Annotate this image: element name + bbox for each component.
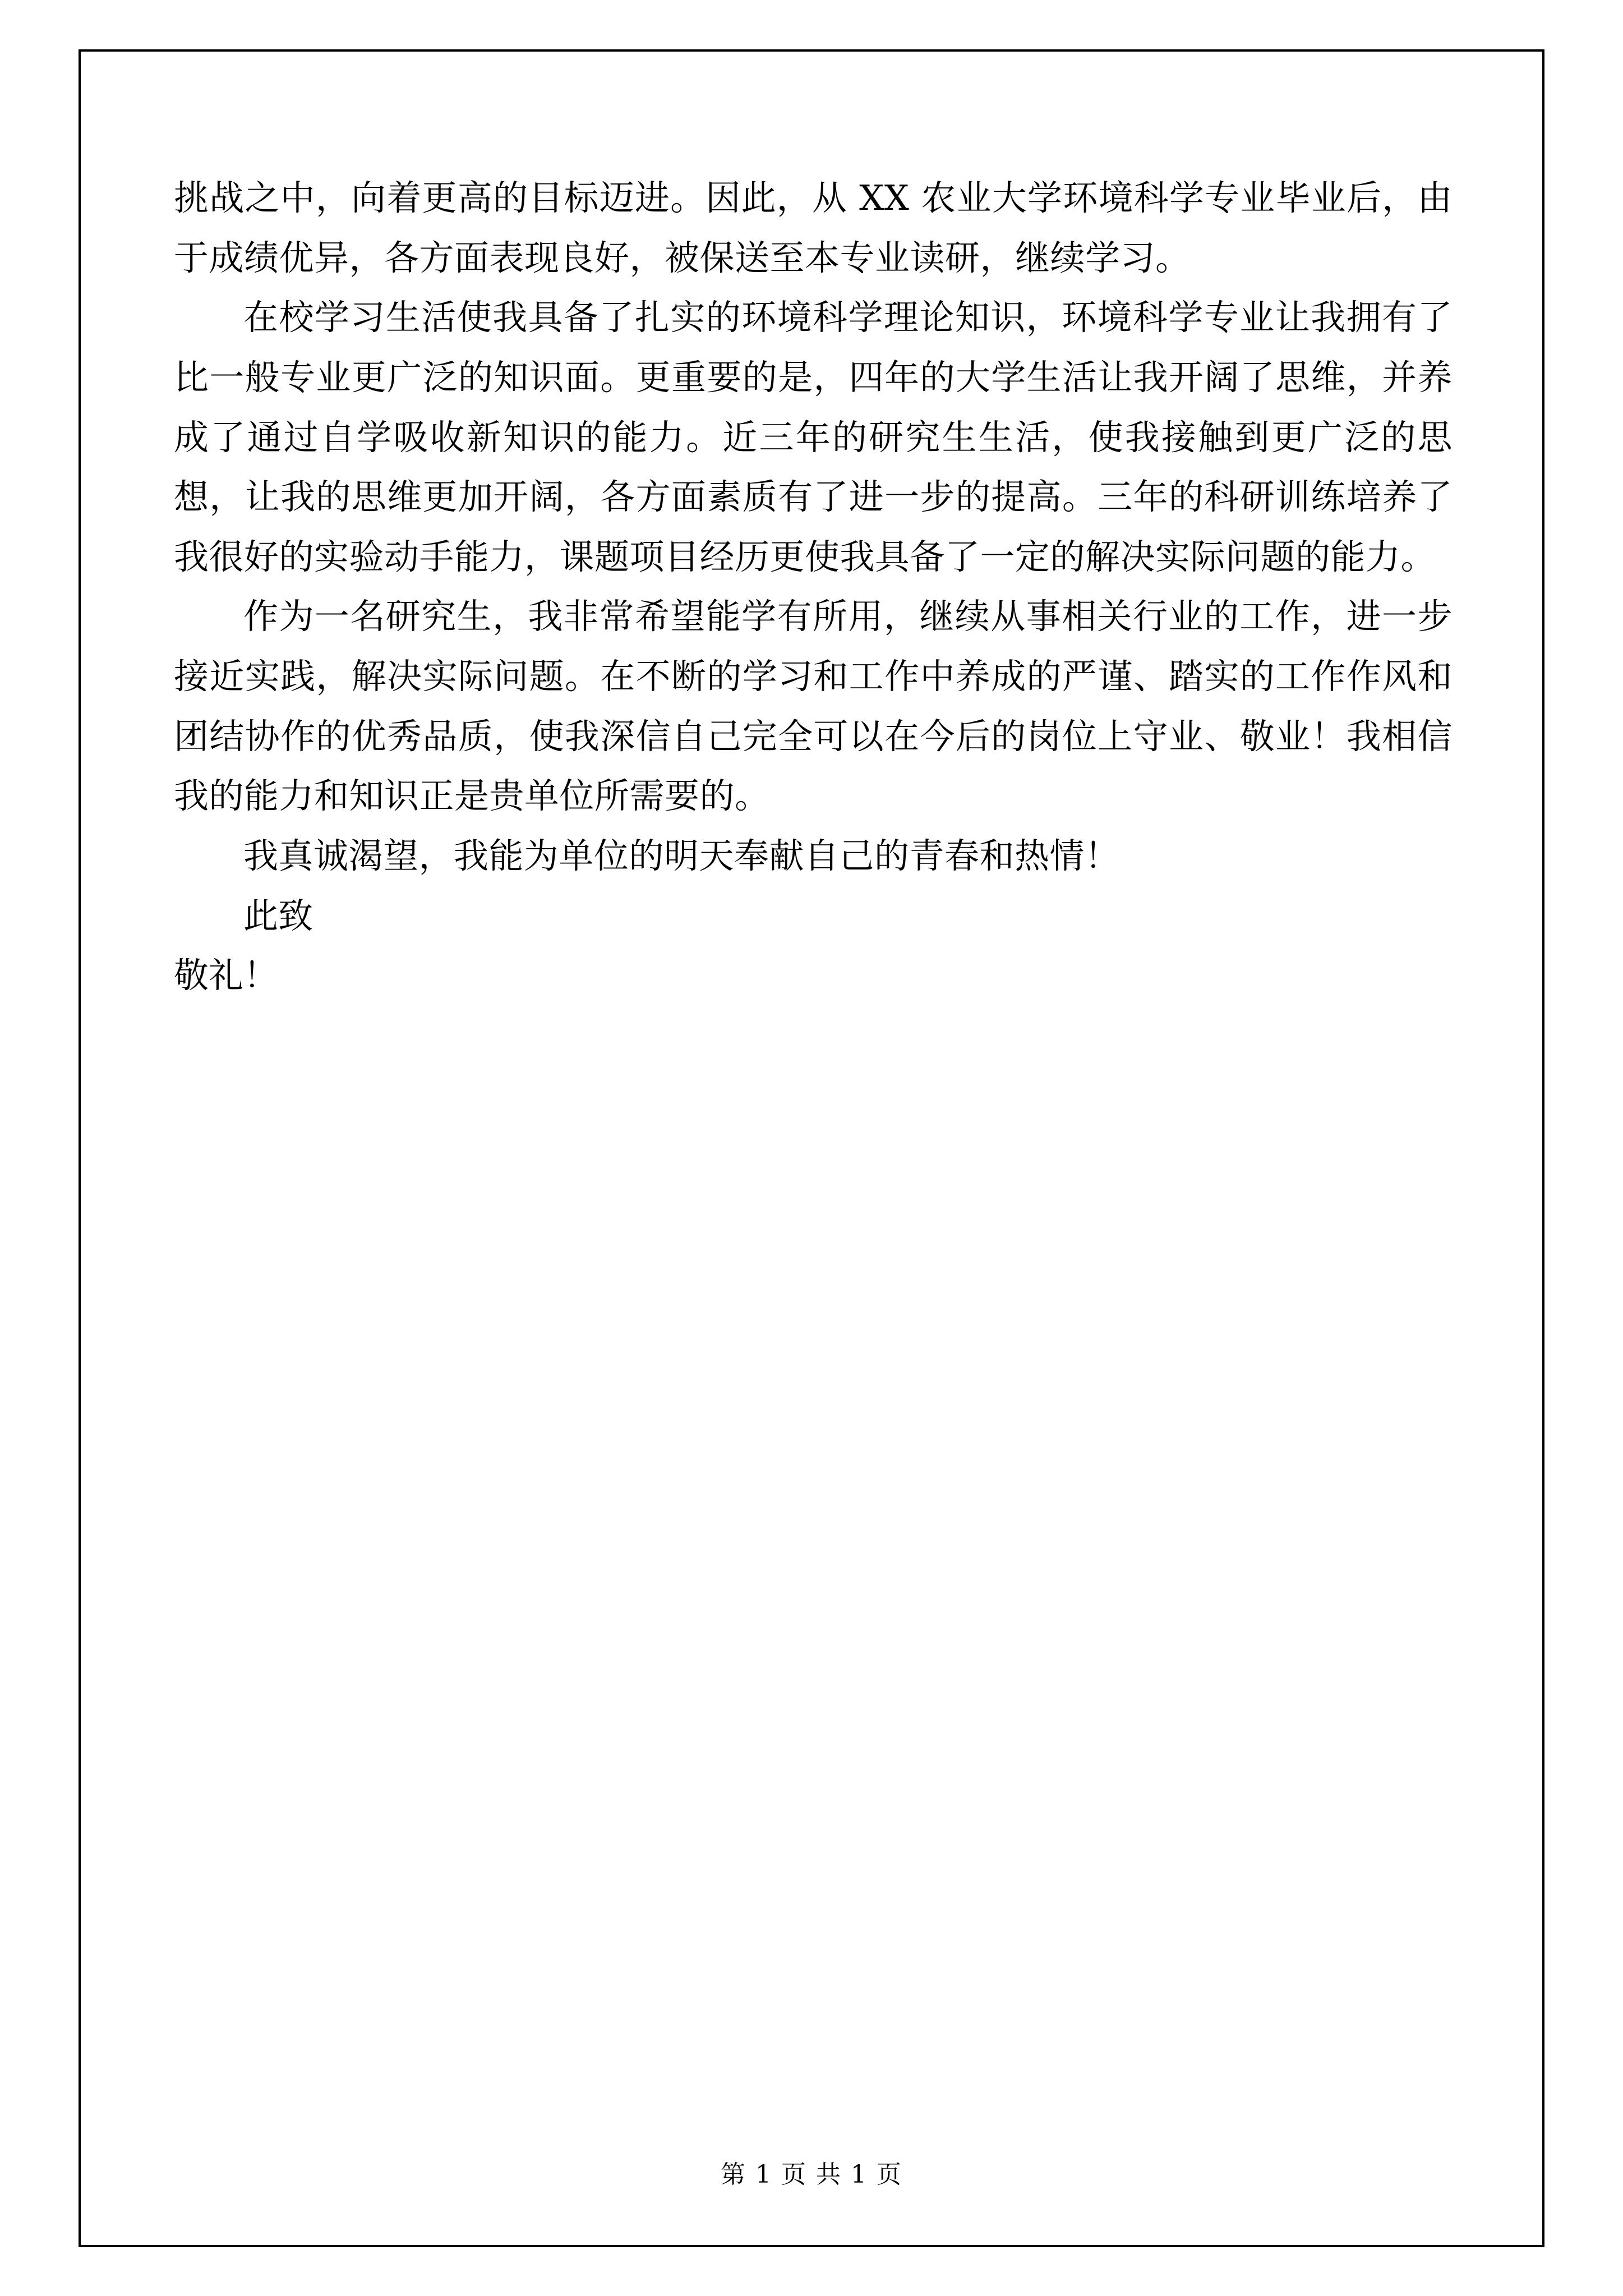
paragraph-2: 在校学习生活使我具备了扎实的环境科学理论知识，环境科学专业让我拥有了比一般专业更广泛的知识面。更重要的是，四年的大学生活让我开阔了思维，并养成了通过自学吸收新知识的能力。近三年的研究生生活，使我接触到更广泛的思想，让我的思维更加开阔，各方面素质有了进一步的提高。三年的科研训练培养了我很好的实验动手能力，课题项目经历更使我具备了一定的解决实际问题的能力。 <box>174 297 1453 577</box>
paragraph-1: 挑战之中，向着更高的目标迈进。因此，从 XX 农业大学环境科学专业毕业后，由于成绩优异，各方面表现良好，被保送至本专业读研，继续学习。 <box>174 177 1453 278</box>
page-footer: 第 1 页 共 1 页 <box>721 2160 902 2189</box>
document-body <box>174 168 1453 1006</box>
closing-salutation: 此致 <box>243 895 313 936</box>
paragraph-4: 我真诚渴望，我能为单位的明天奉献自己的青春和热情！ <box>243 835 1120 876</box>
paragraph-3: 作为一名研究生，我非常希望能学有所用，继续从事相关行业的工作，进一步接近实践，解决实际问题。在不断的学习和工作中养成的严谨、踏实的工作作风和团结协作的优秀品质，使我深信自己完全可以在今后的岗位上守业、敬业！我相信我的能力和知识正是贵单位所需要的。 <box>174 596 1453 817</box>
closing-valediction: 敬礼！ <box>174 955 279 996</box>
